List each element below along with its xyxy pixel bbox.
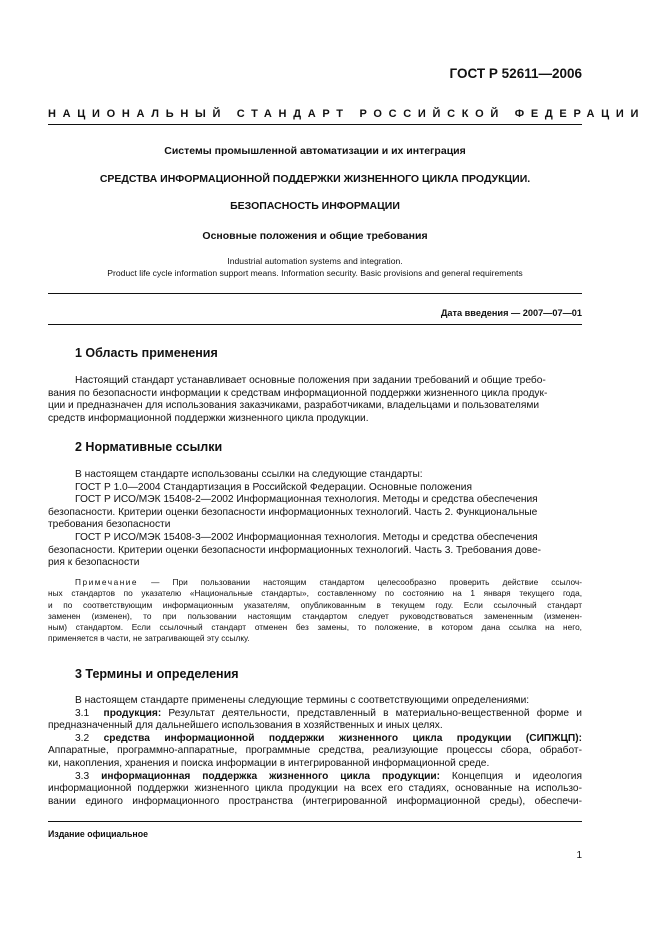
term-definition: Концепция и идеология: [451, 770, 582, 782]
note-line: ным) стандартом. Если ссылочный стандарт отменен без замены, то положение, в котором дана ссылка на него,: [48, 622, 582, 633]
text-line: вания по безопасности информации к средствам информационной поддержки жизненного цикла продук-: [48, 387, 548, 399]
term-definition: Результат деятельности, представленный в материально-вещественной форме и: [168, 707, 582, 719]
page-number: 1: [576, 850, 582, 861]
term-number: 3.3: [75, 770, 90, 782]
term-3-1-line: [48, 708, 582, 721]
english-title-1: Industrial automation systems and integration.: [227, 256, 403, 266]
text-line: В настоящем стандарте применены следующие термины с соответствующими определениями:: [75, 695, 530, 706]
english-title-2: Product life cycle information support means. Information security. Basic provisions and general requirements: [107, 268, 523, 278]
text-line: Аппаратные, программно-аппаратные, программные средства, реализующие процессы сбора, обработ-: [48, 745, 582, 757]
section-2-heading: 2 Нормативные ссылки: [75, 440, 223, 454]
term-3-2-line: [48, 733, 582, 746]
note-first-line: [48, 577, 582, 588]
text-line: ГОСТ Р ИСО/МЭК 15408-3—2002 Информационная технология. Методы и средства обеспечения: [75, 531, 538, 543]
note-line: и по соответствующим информационным указателям, опубликованным в текущем году. Если ссылочный стандарт: [48, 599, 582, 610]
section-2-body: [48, 469, 582, 570]
text-line: безопасности. Критерии оценки безопасности информационных технологий. Часть 3. Требования дове-: [48, 544, 542, 556]
title-line-2: СРЕДСТВА ИНФОРМАЦИОННОЙ ПОДДЕРЖКИ ЖИЗНЕННОГО ЦИКЛА ПРОДУКЦИИ.: [99, 173, 531, 185]
text-line: Настоящий стандарт устанавливает основные положения при задании требований и общие требо-: [75, 375, 546, 386]
text-line: вании единого информационного пространства (интегрированной информационной среды), обеспечи-: [48, 795, 582, 807]
section-1-body: [48, 375, 582, 425]
text-line: средств информационной поддержки жизненного цикла продукции.: [48, 412, 369, 424]
header-rule: [48, 124, 582, 125]
section-1-heading: 1 Область применения: [75, 346, 218, 360]
text-line: В настоящем стандарте использованы ссылки на следующие стандарты:: [75, 469, 423, 480]
note-line: заменен (изменен), то при пользовании настоящим стандартом следует руководствоваться замененным (изменен-: [48, 610, 582, 621]
title-line-4: Основные положения и общие требования: [202, 230, 428, 242]
footer-rule: [48, 821, 582, 822]
intro-date: Дата введения — 2007—07—01: [440, 308, 582, 318]
term-name: средства информационной поддержки жизненного цикла продукции (СИПЖЦП):: [103, 732, 582, 744]
gost-number: ГОСТ Р 52611—2006: [449, 66, 582, 81]
text-line: ГОСТ Р 1.0—2004 Стандартизация в Российской Федерации. Основные положения: [75, 481, 472, 493]
term-number: 3.1: [75, 707, 90, 719]
intro-rule: [48, 324, 582, 325]
note-line: применяется в части, не затрагивающей эту ссылку.: [48, 633, 250, 644]
title-line-3: БЕЗОПАСНОСТЬ ИНФОРМАЦИИ: [230, 200, 400, 212]
text-line: безопасности. Критерии оценки безопасности информационных технологий. Часть 2. Функциональные: [48, 506, 538, 518]
text-line: предназначенный для дальнейшего использования в хозяйственных и иных целях.: [48, 720, 443, 732]
note-block: [48, 577, 582, 645]
text-line: рия к безопасности: [48, 557, 140, 569]
note-label: Примечание: [75, 577, 139, 587]
national-standard-banner: НАЦИОНАЛЬНЫЙ СТАНДАРТ РОССИЙСКОЙ ФЕДЕРАЦИИ: [48, 108, 646, 120]
section-3-body: [48, 695, 582, 808]
section-3-heading: 3 Термины и определения: [75, 667, 239, 681]
text-line: ки, накопления, хранения и поиска информации в интегрированной информационной среде.: [48, 757, 490, 769]
text-line: требования безопасности: [48, 519, 171, 531]
edition-label: Издание официальное: [48, 829, 148, 839]
term-number: 3.2: [75, 732, 90, 744]
note-line: ных стандартов по указателю «Национальные стандарты», составленному по состоянию на 1 января текущего года,: [48, 588, 582, 599]
text-line: информационной поддержки жизненного цикла продукции на всех его стадиях, основанные на использо-: [48, 783, 582, 795]
title-rule: [48, 293, 582, 294]
term-name: продукция:: [103, 707, 162, 719]
text-line: ции и предназначен для использования заказчиками, разработчиками, владельцами и пользователями: [48, 400, 540, 412]
note-line: — При пользовании настоящим стандартом целесообразно проверить действие ссылоч-: [151, 577, 582, 587]
term-3-3-line: [48, 771, 582, 784]
title-line-1: Системы промышленной автоматизации и их интеграция: [164, 145, 466, 157]
text-line: ГОСТ Р ИСО/МЭК 15408-2—2002 Информационная технология. Методы и средства обеспечения: [75, 494, 538, 506]
term-name: информационная поддержка жизненного цикла продукции:: [101, 770, 440, 782]
